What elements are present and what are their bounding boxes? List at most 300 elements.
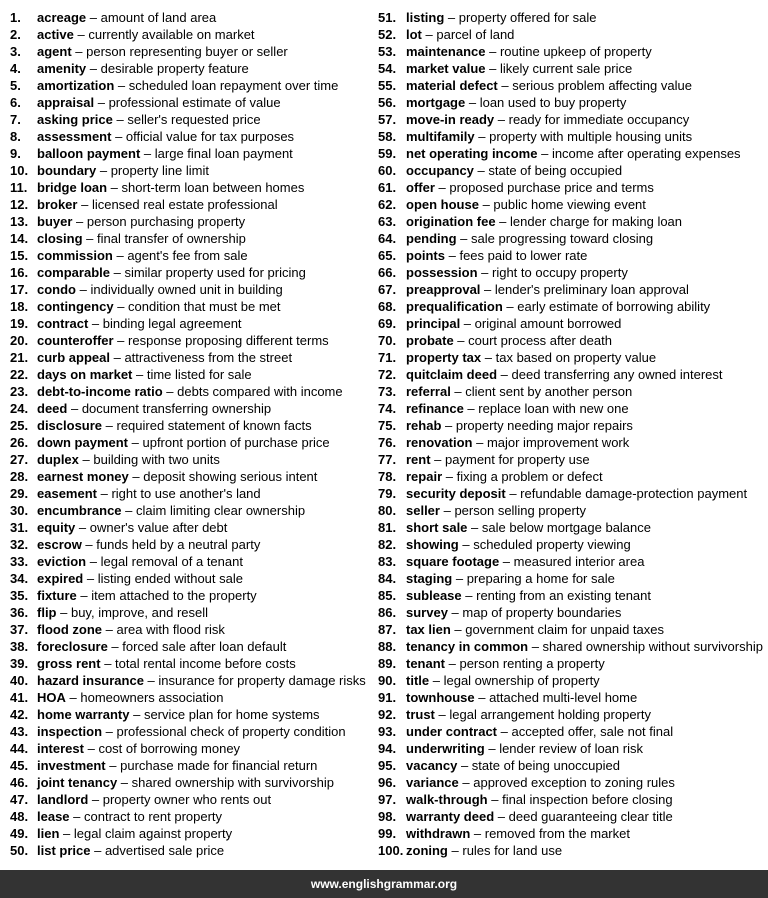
entry-number: 22. xyxy=(10,367,29,382)
entry-text xyxy=(37,621,225,638)
entry-dash: – xyxy=(485,44,500,59)
entry-dash: – xyxy=(75,520,90,535)
entry-term: tax lien xyxy=(406,622,451,637)
glossary-entry xyxy=(378,672,766,689)
entry-number: 61. xyxy=(378,180,397,195)
entry-definition: total rental income before costs xyxy=(115,656,296,671)
entry-text xyxy=(406,179,654,196)
entry-term: square footage xyxy=(406,554,500,569)
entry-text xyxy=(406,672,600,689)
entry-term: repair xyxy=(406,469,443,484)
entry-text xyxy=(37,468,317,485)
entry-text xyxy=(406,689,637,706)
glossary-entry xyxy=(378,213,766,230)
entry-number: 33. xyxy=(10,554,29,569)
entry-text xyxy=(37,196,278,213)
glossary-entry xyxy=(378,111,766,128)
entry-term: appraisal xyxy=(37,95,95,110)
entry-text xyxy=(406,264,628,281)
entry-definition: scheduled property viewing xyxy=(473,537,631,552)
entry-dash: – xyxy=(113,299,129,314)
entry-text xyxy=(37,213,245,230)
glossary-entry xyxy=(378,604,766,621)
entry-term: investment xyxy=(37,758,106,773)
entry-definition: lender charge for making loan xyxy=(510,214,683,229)
entry-number: 18. xyxy=(10,299,29,314)
entry-term: rehab xyxy=(406,418,442,433)
entry-dash: – xyxy=(112,248,128,263)
glossary-entry xyxy=(378,366,766,383)
entry-text xyxy=(406,128,692,145)
entry-text xyxy=(406,94,626,111)
entry-dash: – xyxy=(474,690,490,705)
entry-definition: property offered for sale xyxy=(458,10,597,25)
entry-text xyxy=(406,349,656,366)
glossary-entry xyxy=(10,383,370,400)
glossary-entry xyxy=(378,43,766,60)
entry-number: 63. xyxy=(378,214,397,229)
entry-definition: client sent by another person xyxy=(465,384,633,399)
entry-term: broker xyxy=(37,197,78,212)
entry-text xyxy=(37,9,216,26)
entry-number: 24. xyxy=(10,401,29,416)
entry-dash: – xyxy=(96,163,111,178)
glossary-entry xyxy=(378,740,766,757)
entry-text xyxy=(37,434,330,451)
glossary-entry xyxy=(10,230,370,247)
entry-dash: – xyxy=(452,571,467,586)
entry-definition: preparing a home for sale xyxy=(466,571,615,586)
entry-dash: – xyxy=(447,843,463,858)
entry-dash: – xyxy=(112,112,128,127)
glossary-entry xyxy=(378,9,766,26)
entry-definition: buy, improve, and resell xyxy=(70,605,209,620)
entry-term: buyer xyxy=(37,214,73,229)
entry-dash: – xyxy=(458,775,474,790)
entry-definition: insurance for property damage risks xyxy=(158,673,366,688)
entry-number: 66. xyxy=(378,265,397,280)
entry-text xyxy=(37,162,209,179)
entry-number: 30. xyxy=(10,503,29,518)
entry-text xyxy=(37,502,305,519)
glossary-entry xyxy=(10,43,370,60)
entry-text xyxy=(406,162,622,179)
entry-text xyxy=(406,111,689,128)
entry-term: seller xyxy=(406,503,440,518)
entry-number: 40. xyxy=(10,673,29,688)
entry-text xyxy=(406,315,621,332)
entry-number: 62. xyxy=(378,197,397,212)
entry-term: flood zone xyxy=(37,622,102,637)
entry-definition: removed from the market xyxy=(484,826,630,841)
entry-definition: deed guaranteeing clear title xyxy=(508,809,673,824)
entry-term: curb appeal xyxy=(37,350,110,365)
entry-dash: – xyxy=(128,469,144,484)
entry-definition: similar property used for pricing xyxy=(124,265,306,280)
entry-definition: listing ended without sale xyxy=(97,571,243,586)
entry-number: 81. xyxy=(378,520,397,535)
entry-dash: – xyxy=(472,435,487,450)
entry-term: vacancy xyxy=(406,758,458,773)
glossary-entry xyxy=(378,638,766,655)
entry-term: deed xyxy=(37,401,68,416)
entry-definition: owner's value after debt xyxy=(89,520,228,535)
entry-term: quitclaim deed xyxy=(406,367,498,382)
entry-term: eviction xyxy=(37,554,87,569)
entry-dash: – xyxy=(441,418,456,433)
entry-term: open house xyxy=(406,197,479,212)
glossary-entry xyxy=(10,689,370,706)
entry-number: 72. xyxy=(378,367,397,382)
entry-term: assessment xyxy=(37,129,112,144)
entry-number: 16. xyxy=(10,265,29,280)
entry-number: 38. xyxy=(10,639,29,654)
entry-definition: refundable damage-protection payment xyxy=(520,486,748,501)
entry-term: maintenance xyxy=(406,44,486,59)
entry-dash: – xyxy=(439,503,455,518)
entry-number: 7. xyxy=(10,112,21,127)
entry-number: 53. xyxy=(378,44,397,59)
glossary-column-right xyxy=(378,9,766,859)
glossary-entry xyxy=(10,706,370,723)
entry-text xyxy=(37,77,338,94)
entry-definition: contract to rent property xyxy=(84,809,223,824)
entry-text xyxy=(37,519,227,536)
entry-definition: lender's preliminary loan approval xyxy=(494,282,689,297)
entry-term: referral xyxy=(406,384,451,399)
entry-term: agent xyxy=(37,44,72,59)
entry-dash: – xyxy=(162,384,178,399)
entry-text xyxy=(37,366,252,383)
glossary-entry xyxy=(378,774,766,791)
entry-term: origination fee xyxy=(406,214,496,229)
entry-term: warranty deed xyxy=(406,809,495,824)
entry-number: 5. xyxy=(10,78,21,93)
entry-dash: – xyxy=(499,554,514,569)
entry-number: 56. xyxy=(378,95,397,110)
entry-definition: right to occupy property xyxy=(492,265,628,280)
entry-dash: – xyxy=(528,639,543,654)
entry-definition: claim limiting clear ownership xyxy=(136,503,306,518)
entry-term: variance xyxy=(406,775,459,790)
entry-number: 12. xyxy=(10,197,29,212)
glossary-entry xyxy=(378,587,766,604)
entry-definition: advertised sale price xyxy=(104,843,225,858)
entry-term: short sale xyxy=(406,520,468,535)
entry-term: lease xyxy=(37,809,70,824)
entry-dash: – xyxy=(450,384,466,399)
entry-number: 37. xyxy=(10,622,29,637)
entry-term: easement xyxy=(37,486,97,501)
glossary-entry xyxy=(10,9,370,26)
footer-website: www.englishgrammar.org xyxy=(310,877,458,891)
entry-dash: – xyxy=(88,316,103,331)
entry-definition: sale progressing toward closing xyxy=(471,231,654,246)
entry-definition: property line limit xyxy=(110,163,209,178)
entry-term: refinance xyxy=(406,401,464,416)
entry-number: 82. xyxy=(378,537,397,552)
entry-dash: – xyxy=(65,690,81,705)
entry-definition: attractiveness from the street xyxy=(124,350,293,365)
glossary-entry xyxy=(10,434,370,451)
glossary-entry xyxy=(378,26,766,43)
entry-definition: approved exception to zoning rules xyxy=(473,775,675,790)
glossary-entry xyxy=(10,213,370,230)
entry-term: tenant xyxy=(406,656,445,671)
entry-number: 21. xyxy=(10,350,29,365)
entry-text xyxy=(406,9,597,26)
entry-term: listing xyxy=(406,10,445,25)
entry-term: days on market xyxy=(37,367,133,382)
entry-term: contract xyxy=(37,316,89,331)
entry-dash: – xyxy=(502,299,518,314)
entry-term: pending xyxy=(406,231,457,246)
entry-term: mortgage xyxy=(406,95,466,110)
entry-dash: – xyxy=(72,214,87,229)
entry-dash: – xyxy=(481,350,496,365)
entry-dash: – xyxy=(445,248,460,263)
entry-number: 88. xyxy=(378,639,397,654)
entry-term: home warranty xyxy=(37,707,130,722)
entry-number: 43. xyxy=(10,724,29,739)
entry-text xyxy=(37,43,288,60)
entry-term: survey xyxy=(406,605,448,620)
glossary-entry xyxy=(378,689,766,706)
entry-text xyxy=(37,264,306,281)
entry-text xyxy=(37,332,329,349)
entry-term: tenancy in common xyxy=(406,639,529,654)
entry-dash: – xyxy=(474,129,490,144)
entry-term: earnest money xyxy=(37,469,129,484)
entry-definition: condition that must be met xyxy=(128,299,281,314)
entry-definition: deposit showing serious intent xyxy=(143,469,318,484)
glossary-entry xyxy=(378,808,766,825)
entry-definition: serious problem affecting value xyxy=(512,78,692,93)
glossary-entry xyxy=(10,825,370,842)
entry-definition: building with two units xyxy=(93,452,220,467)
glossary-entry xyxy=(378,451,766,468)
entry-term: trust xyxy=(406,707,435,722)
glossary-entry xyxy=(378,179,766,196)
entry-term: material defect xyxy=(406,78,498,93)
glossary-entry xyxy=(10,60,370,77)
glossary-entry xyxy=(10,587,370,604)
entry-number: 41. xyxy=(10,690,29,705)
entry-term: asking price xyxy=(37,112,113,127)
glossary-entry xyxy=(10,502,370,519)
entry-definition: amount of land area xyxy=(100,10,217,25)
entry-definition: desirable property feature xyxy=(100,61,249,76)
entry-definition: final inspection before closing xyxy=(502,792,673,807)
entry-number: 83. xyxy=(378,554,397,569)
entry-definition: large final loan payment xyxy=(154,146,293,161)
entry-text xyxy=(406,230,653,247)
entry-number: 25. xyxy=(10,418,29,433)
glossary-entry xyxy=(10,247,370,264)
entry-number: 57. xyxy=(378,112,397,127)
entry-dash: – xyxy=(457,758,472,773)
glossary-entry xyxy=(10,774,370,791)
entry-text xyxy=(406,638,763,655)
entry-definition: original amount borrowed xyxy=(474,316,622,331)
entry-dash: – xyxy=(77,197,92,212)
entry-number: 84. xyxy=(378,571,397,586)
entry-text xyxy=(406,485,747,502)
entry-number: 17. xyxy=(10,282,29,297)
entry-dash: – xyxy=(86,10,101,25)
entry-term: lot xyxy=(406,27,422,42)
entry-text xyxy=(406,655,605,672)
entry-number: 45. xyxy=(10,758,29,773)
entry-text xyxy=(37,111,261,128)
entry-text xyxy=(37,791,271,808)
entry-dash: – xyxy=(467,520,482,535)
glossary-entry xyxy=(10,298,370,315)
entry-term: acreage xyxy=(37,10,87,25)
entry-dash: – xyxy=(132,367,147,382)
entry-definition: professional estimate of value xyxy=(108,95,281,110)
entry-term: HOA xyxy=(37,690,66,705)
entry-number: 29. xyxy=(10,486,29,501)
entry-number: 49. xyxy=(10,826,29,841)
entry-text xyxy=(406,519,651,536)
entry-dash: – xyxy=(59,826,74,841)
entry-term: net operating income xyxy=(406,146,538,161)
entry-dash: – xyxy=(458,537,474,552)
entry-dash: – xyxy=(484,741,500,756)
entry-term: showing xyxy=(406,537,459,552)
entry-term: encumbrance xyxy=(37,503,122,518)
glossary-entry xyxy=(378,145,766,162)
entry-definition: deed transferring any owned interest xyxy=(511,367,723,382)
entry-term: multifamily xyxy=(406,129,475,144)
entry-definition: professional check of property condition xyxy=(116,724,346,739)
glossary-entry xyxy=(10,264,370,281)
entry-dash: – xyxy=(444,10,459,25)
entry-definition: document transferring ownership xyxy=(81,401,272,416)
entry-text xyxy=(37,808,222,825)
entry-definition: fixing a problem or defect xyxy=(456,469,603,484)
entry-text xyxy=(406,536,631,553)
entry-dash: – xyxy=(140,146,155,161)
entry-definition: scheduled loan repayment over time xyxy=(128,78,339,93)
entry-number: 3. xyxy=(10,44,21,59)
glossary-entry xyxy=(378,791,766,808)
entry-text xyxy=(406,502,586,519)
glossary-entry xyxy=(10,638,370,655)
entry-dash: – xyxy=(537,146,552,161)
entry-definition: licensed real estate professional xyxy=(91,197,278,212)
entry-text xyxy=(37,128,294,145)
entry-number: 92. xyxy=(378,707,397,722)
glossary-entry xyxy=(378,332,766,349)
glossary-entry xyxy=(10,400,370,417)
glossary-entry xyxy=(10,281,370,298)
glossary-entry xyxy=(10,842,370,859)
entry-dash: – xyxy=(494,809,509,824)
entry-term: staging xyxy=(406,571,453,586)
entry-number: 42. xyxy=(10,707,29,722)
entry-dash: – xyxy=(105,758,121,773)
glossary-entry xyxy=(378,536,766,553)
entry-definition: legal arrangement holding property xyxy=(449,707,651,722)
entry-number: 28. xyxy=(10,469,29,484)
entry-text xyxy=(406,400,629,417)
entry-definition: funds held by a neutral party xyxy=(96,537,261,552)
entry-term: possession xyxy=(406,265,478,280)
entry-text xyxy=(37,774,334,791)
entry-definition: shared ownership without survivorship xyxy=(542,639,763,654)
entry-definition: property needing major repairs xyxy=(455,418,633,433)
entry-term: preapproval xyxy=(406,282,481,297)
entry-text xyxy=(406,196,646,213)
entry-text xyxy=(37,349,292,366)
entry-definition: individually owned unit in building xyxy=(90,282,283,297)
entry-number: 50. xyxy=(10,843,29,858)
entry-dash: – xyxy=(83,571,98,586)
entry-term: closing xyxy=(37,231,83,246)
glossary-entry xyxy=(378,570,766,587)
entry-number: 10. xyxy=(10,163,29,178)
entry-term: renovation xyxy=(406,435,473,450)
glossary-entry xyxy=(10,672,370,689)
entry-number: 2. xyxy=(10,27,21,42)
entry-definition: required statement of known facts xyxy=(116,418,312,433)
entry-term: active xyxy=(37,27,74,42)
entry-definition: map of property boundaries xyxy=(462,605,622,620)
entry-dash: – xyxy=(434,707,450,722)
entry-text xyxy=(406,808,673,825)
entry-text xyxy=(37,298,281,315)
glossary-entry xyxy=(378,315,766,332)
entry-term: interest xyxy=(37,741,84,756)
entry-dash: – xyxy=(94,95,109,110)
entry-number: 26. xyxy=(10,435,29,450)
entry-number: 6. xyxy=(10,95,21,110)
entry-number: 95. xyxy=(378,758,397,773)
entry-text xyxy=(37,757,317,774)
entry-dash: – xyxy=(442,469,457,484)
glossary-entry xyxy=(378,723,766,740)
entry-term: move-in ready xyxy=(406,112,495,127)
entry-number: 35. xyxy=(10,588,29,603)
entry-definition: property with multiple housing units xyxy=(489,129,693,144)
entry-text xyxy=(406,77,692,94)
entry-dash: – xyxy=(497,367,512,382)
glossary-entry xyxy=(10,77,370,94)
entry-number: 20. xyxy=(10,333,29,348)
entry-number: 13. xyxy=(10,214,29,229)
entry-number: 51. xyxy=(378,10,397,25)
entry-text xyxy=(406,791,673,808)
glossary-entry xyxy=(10,740,370,757)
entry-dash: – xyxy=(121,503,137,518)
entry-number: 100. xyxy=(378,843,404,858)
entry-dash: – xyxy=(71,44,87,59)
glossary-entry xyxy=(10,332,370,349)
entry-definition: payment for property use xyxy=(445,452,590,467)
entry-dash: – xyxy=(73,27,89,42)
entry-text xyxy=(406,723,673,740)
entry-dash: – xyxy=(421,27,437,42)
glossary-entry xyxy=(378,94,766,111)
entry-text xyxy=(37,230,246,247)
entry-definition: fees paid to lower rate xyxy=(459,248,588,263)
entry-dash: – xyxy=(465,95,480,110)
entry-definition: service plan for home systems xyxy=(143,707,320,722)
entry-dash: – xyxy=(460,316,475,331)
entry-term: property tax xyxy=(406,350,482,365)
